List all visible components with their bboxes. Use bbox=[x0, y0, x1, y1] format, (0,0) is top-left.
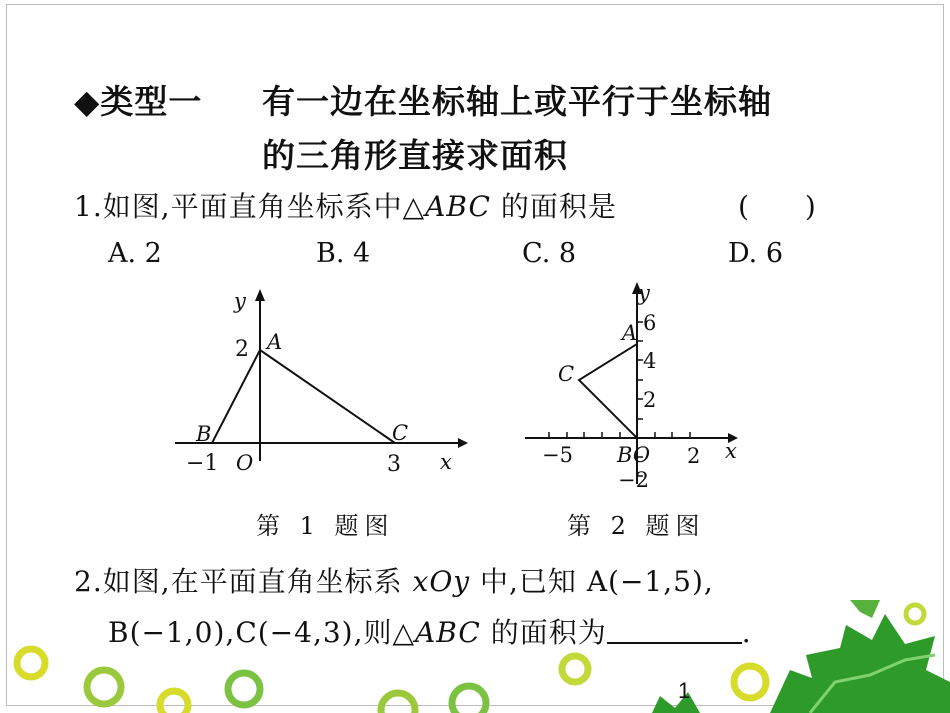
heading-title-line1: 有一边在坐标轴上或平行于坐标轴 bbox=[262, 82, 772, 121]
type-label: 类型一 bbox=[100, 82, 203, 121]
fig2-tick-y-6: 6 bbox=[643, 311, 657, 335]
fig2-x-label: x bbox=[725, 439, 737, 463]
question-2-text1: 如图,在平面直角坐标系 bbox=[102, 565, 403, 598]
fig1-label-b: B bbox=[196, 422, 212, 446]
fig2-tick-y-2: 2 bbox=[643, 388, 657, 412]
fig2-triangle-abc bbox=[579, 344, 637, 438]
figure-1-caption: 第 1 题图 bbox=[256, 512, 395, 540]
figure-2-caption: 第 2 题图 bbox=[567, 512, 706, 540]
fig2-label-a: A bbox=[622, 321, 638, 345]
answer-parentheses: ( ) bbox=[738, 190, 816, 223]
fig2-tick-y-neg2: −2 bbox=[618, 468, 649, 492]
option-c[interactable]: C. 8 bbox=[522, 238, 577, 269]
question-2-end: . bbox=[741, 616, 752, 649]
fig1-label-a: A bbox=[267, 330, 283, 354]
fig2-tick-y-4: 4 bbox=[643, 349, 657, 373]
fig2-origin-label: BO bbox=[617, 443, 651, 467]
fig1-tick-x-3: 3 bbox=[387, 452, 401, 477]
fig1-tick-x-neg1: −1 bbox=[186, 451, 219, 476]
question-2-text2: 中,已知 bbox=[480, 565, 577, 598]
fig1-x-label: x bbox=[440, 450, 452, 474]
fig1-tick-y-2: 2 bbox=[235, 337, 249, 362]
diamond-bullet-icon: ◆ bbox=[74, 82, 101, 121]
option-d[interactable]: D. 6 bbox=[728, 238, 784, 269]
fig1-label-c: C bbox=[392, 421, 409, 445]
fig2-label-c: C bbox=[558, 362, 575, 386]
question-2-number: 2. bbox=[74, 565, 103, 598]
fig1-y-label: y bbox=[234, 289, 246, 313]
question-2-point-c: C(−4,3), bbox=[235, 616, 364, 649]
page-number: 1 bbox=[678, 678, 691, 703]
fig2-y-label: y bbox=[638, 281, 650, 305]
question-2-line1 bbox=[74, 560, 714, 600]
option-a[interactable]: A. 2 bbox=[108, 238, 162, 269]
fig2-tick-x-neg5: −5 bbox=[542, 443, 573, 467]
heading-title-line2: 的三角形直接求面积 bbox=[262, 136, 568, 175]
figure-2-diagram bbox=[520, 278, 750, 493]
option-b[interactable]: B. 4 bbox=[316, 238, 371, 269]
question-2-coord-sys: xOy bbox=[412, 565, 471, 598]
question-2-text3: 则△ bbox=[363, 616, 416, 649]
fig1-x-arrow-icon bbox=[458, 438, 468, 448]
question-2-point-b: B(−1,0), bbox=[108, 616, 236, 649]
question-1-number: 1. bbox=[74, 190, 103, 223]
fig1-y-arrow-icon bbox=[255, 289, 265, 301]
fig1-origin-label: O bbox=[236, 451, 254, 475]
question-1-triangle: ABC bbox=[425, 190, 491, 223]
fig1-triangle-abc bbox=[212, 350, 395, 443]
question-1 bbox=[74, 185, 617, 225]
question-2-line2 bbox=[108, 611, 772, 651]
question-2-triangle: ABC bbox=[415, 616, 481, 649]
question-2-text4: 的面积为 bbox=[490, 616, 607, 649]
question-1-text-after: 的面积是 bbox=[500, 190, 617, 223]
question-2-point-a: A(−1,5), bbox=[586, 565, 714, 598]
question-1-text: 如图,平面直角坐标系中△ bbox=[102, 190, 426, 223]
figure-1-diagram bbox=[170, 285, 470, 485]
answer-blank[interactable] bbox=[607, 618, 742, 644]
section-heading bbox=[74, 76, 202, 123]
fig2-tick-x-2: 2 bbox=[687, 444, 701, 468]
